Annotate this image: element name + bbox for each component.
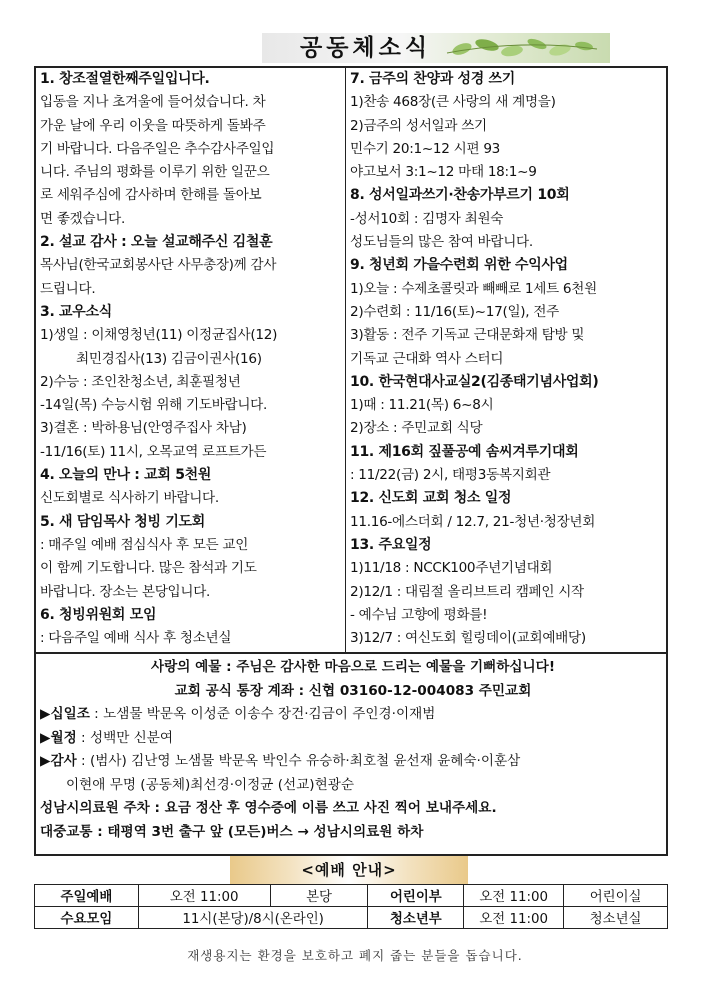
tithe-label: ▶십일조 (40, 706, 90, 722)
text-line: 기독교 근대화 역사 스터디 (350, 350, 504, 367)
table-cell: 11시(본당)/8시(온라인) (138, 907, 368, 929)
transit-notice: 대중교통 : 태평역 3번 출구 앞 (모든)버스 → 성남시의료원 하차 (40, 823, 424, 840)
text-line: : 매주일 예배 점심식사 후 모든 교인 (40, 536, 249, 553)
text-line: -성서10회 : 김명자 최원숙 (350, 210, 504, 227)
services-banner (230, 856, 468, 884)
table-row (35, 907, 668, 929)
section-heading: 6. 청빙위원회 모임 (40, 606, 157, 623)
text-line: 3)활동 : 전주 기독교 근대문화재 탐방 및 (350, 327, 585, 344)
text-line: 2)장소 : 주민교회 식당 (350, 420, 483, 437)
table-cell: 수요모임 (35, 907, 139, 929)
text-line: 2)수련회 : 11/16(토)~17(일), 전주 (350, 303, 560, 320)
text-line: -11/16(토) 11시, 오목교역 로프트가든 (40, 443, 267, 460)
table-cell: 오전 11:00 (464, 885, 564, 907)
text-line: 입동을 지나 초겨울에 들어섰습니다. 차 (40, 94, 266, 111)
text-line: 바랍니다. 장소는 본당입니다. (40, 583, 211, 600)
section-heading: 2. 설교 감사 : 오늘 설교해주신 김철훈 (40, 234, 273, 251)
text-line: 신도회별로 식사하기 바랍니다. (40, 490, 219, 507)
text-line: 민수기 20:1~12 시편 93 (350, 140, 501, 157)
section-heading: 3. 교우소식 (40, 303, 112, 320)
table-cell: 청소년실 (564, 907, 668, 929)
table-cell: 주일예배 (35, 885, 139, 907)
text-line: 1)11/18 : NCCK100주년기념대회 (350, 560, 553, 577)
text-line: 목사님(한국교회봉사단 사무총장)께 감사 (40, 257, 277, 274)
left-column (40, 68, 340, 650)
bank-account: 교회 공식 통장 계좌 : 신협 03160-12-004083 주민교회 (174, 682, 532, 699)
text-line: : 11/22(금) 2시, 태평3동복지회관 (350, 467, 551, 484)
tithe-line (40, 703, 666, 727)
section-heading: 13. 주요일정 (350, 536, 432, 553)
section-heading: 7. 금주의 찬양과 성경 쓰기 (350, 71, 515, 87)
services-title: <예배 안내> (301, 861, 397, 879)
text-line: 가운 날에 우리 이웃을 따뜻하게 돌봐주 (40, 117, 266, 134)
section-heading: 4. 오늘의 만나 : 교회 5천원 (40, 467, 212, 484)
text-line: - 예수님 고향에 평화를! (350, 606, 488, 623)
thanks-line (40, 750, 666, 774)
text-line: 성도님들의 많은 참여 바랍니다. (350, 234, 533, 251)
text-line: 면 좋겠습니다. (40, 210, 126, 227)
section-heading: 5. 새 담임목사 청빙 기도회 (40, 513, 205, 530)
table-cell: 청소년부 (368, 907, 464, 929)
text-line: 1)찬송 468장(큰 사랑의 새 계명을) (350, 94, 556, 111)
table-cell: 어린이실 (564, 885, 668, 907)
section-heading: 9. 청년회 가을수련회 위한 수익사업 (350, 257, 568, 274)
table-cell: 본당 (270, 885, 368, 907)
parking-notice: 성남시의료원 주차 : 요금 정산 후 영수증에 이름 쓰고 사진 찍어 보내주세요. (40, 800, 497, 816)
column-divider (345, 66, 346, 654)
monthly-line (40, 727, 666, 751)
text-line: 11.16-에스더회 / 12.7, 21-청년·청장년회 (350, 513, 596, 530)
text-line: 로 세워주심에 감사하며 한해를 돌아보 (40, 187, 262, 204)
offering-section (40, 656, 666, 844)
text-line: 1)생일 : 이채영청년(11) 이정균집사(12) (40, 327, 278, 344)
table-cell: 어린이부 (368, 885, 464, 907)
footer-note: 재생용지는 환경을 보호하고 폐지 줍는 분들을 돕습니다. (187, 948, 523, 963)
text-line: 이 함께 기도합니다. 많은 참석과 기도 (40, 560, 257, 577)
text-line: 2)금주의 성서일과 쓰기 (350, 117, 487, 134)
text-line: 기 바랍니다. 다음주일은 추수감사주일입 (40, 140, 275, 157)
text-line: 니다. 주님의 평화를 이루기 위한 일꾼으 (40, 164, 270, 181)
text-line: 3)결혼 : 박하용님(안영주집사 차남) (40, 420, 247, 437)
services-table (34, 884, 668, 929)
text-line: : 다음주일 예배 식사 후 청소년실 (40, 630, 232, 647)
section-heading: 8. 성서일과쓰기·찬송가부르기 10회 (350, 187, 570, 204)
section-heading: 11. 제16회 짚풀공예 솜씨겨루기대회 (350, 443, 579, 460)
table-row (35, 885, 668, 907)
page-title: 공동체소식 (300, 34, 432, 61)
text-line: 1)때 : 11.21(목) 6~8시 (350, 397, 494, 414)
leaf-decoration-icon (442, 35, 602, 61)
section-heading: 12. 신도회 교회 청소 일정 (350, 490, 512, 507)
section-heading: 10. 한국현대사교실2(김종태기념사업회) (350, 373, 599, 390)
text-line: 1)오늘 : 수제초콜릿과 빼빼로 1세트 6천원 (350, 280, 597, 297)
offering-heading: 사랑의 예물 : 주님은 감사한 마음으로 드리는 예물을 기뻐하십니다! (150, 659, 556, 675)
thanks-line-2: 이현애 무명 (공동체)최선경·이정균 (선교)현광순 (66, 776, 354, 793)
text-line: 2)수능 : 조인찬청소년, 최훈필청년 (40, 373, 241, 390)
text-line: 야고보서 3:1~12 마태 18:1~9 (350, 164, 537, 181)
right-column (350, 68, 666, 650)
monthly-names: : 성백만 신분여 (76, 729, 174, 746)
text-line: 3)12/7 : 여신도회 힐링데이(교회예배당) (350, 630, 586, 647)
thanks-names: : (범사) 김난영 노샘물 박문옥 박인수 유승하·최호철 윤선재 윤혜숙·이훈삼 (76, 753, 521, 769)
table-cell: 오전 11:00 (138, 885, 270, 907)
tithe-names: : 노샘물 박문옥 이성준 이송수 장건·김금이 주인경·이재범 (89, 706, 436, 722)
text-line: 2)12/1 : 대림절 올리브트리 캠페인 시작 (350, 583, 584, 600)
text-line: -14일(목) 수능시험 위해 기도바랍니다. (40, 397, 268, 414)
thanks-label: ▶감사 (40, 753, 77, 769)
section-heading: 1. 창조절열한째주일입니다. (40, 71, 210, 87)
title-banner (262, 33, 610, 63)
monthly-label: ▶월정 (40, 729, 77, 746)
text-line: 드립니다. (40, 280, 96, 297)
text-line: 최민경집사(13) 김금이권사(16) (76, 350, 262, 367)
table-cell: 오전 11:00 (464, 907, 564, 929)
